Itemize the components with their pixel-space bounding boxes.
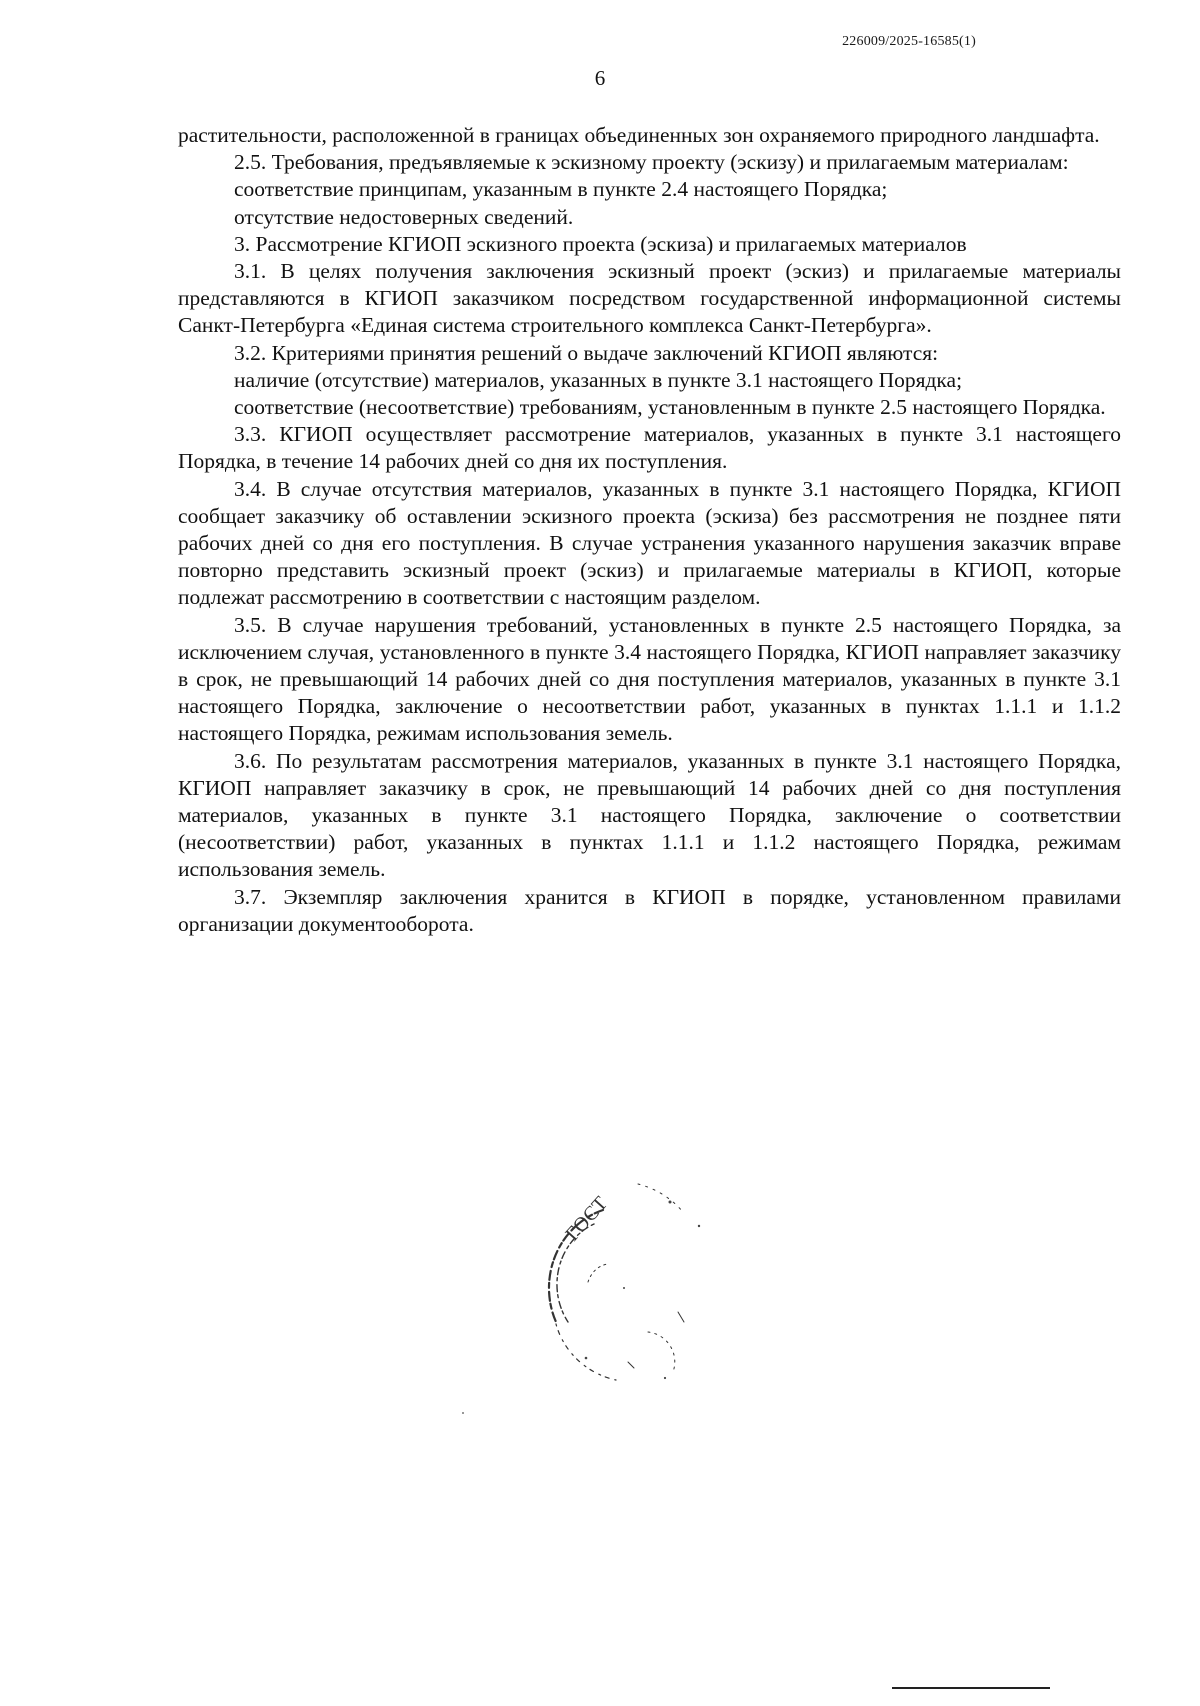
paragraph-3-6: 3.6. По результатам рассмотрения материалов, указанных в пункте 3.1 настоящего Порядка, КГИОП направляет заказчику в срок, не превышающий 14 рабочих дней со дня поступления материалов, указанных в пункте 3.1 настоящего Порядка, заключение о соответствии (несоответствии) работ, указанных в пунктах 1.1.1 и 1.1.2 настоящего Порядка, режимам использования земель.	[178, 748, 1121, 882]
scan-speck	[462, 1412, 464, 1414]
paragraph-3-2-item-2: соответствие (несоответствие) требованиям, установленным в пункте 2.5 настоящего Порядка.	[234, 395, 1106, 420]
paragraph-3-3: 3.3. КГИОП осуществляет рассмотрение материалов, указанных в пункте 3.1 настоящего Порядка, в течение 14 рабочих дней со дня их поступления.	[178, 422, 1121, 474]
paragraph-2-5-item-2: отсутствие недостоверных сведений.	[234, 204, 574, 229]
paragraph-3-1: 3.1. В целях получения заключения эскизный проект (эскиз) и прилагаемые материалы представляются в КГИОП заказчиком посредством государственной информационной системы Санкт-Петербурга «Единая система строительного комплекса Санкт-Петербурга».	[178, 259, 1121, 338]
paragraph-3-2-item-1: наличие (отсутствие) материалов, указанных в пункте 3.1 настоящего Порядка;	[234, 367, 963, 392]
faded-seal-stamp	[528, 1172, 723, 1387]
paragraph-2-5: 2.5. Требования, предъявляемые к эскизному проекту (эскизу) и прилагаемым материалам:	[234, 150, 1069, 175]
document-registration-number: 226009/2025-16585(1)	[842, 34, 976, 49]
paragraph-2-5-item-1: соответствие принципам, указанным в пункте 2.4 настоящего Порядка;	[234, 177, 888, 202]
paragraph-3-7: 3.7. Экземпляр заключения хранится в КГИОП в порядке, установленном правилами организации документооборота.	[178, 884, 1121, 936]
paragraph-3-4: 3.4. В случае отсутствия материалов, указанных в пункте 3.1 настоящего Порядка, КГИОП сообщает заказчику об оставлении эскизного проекта (эскиза) без рассмотрения не позднее пяти рабочих дней со дня его поступления. В случае устранения указанного нарушения заказчик вправе повторно представить эскизный проект (эскиз) и прилагаемые материалы в КГИОП, которые подлежат рассмотрению в соответствии с настоящим разделом.	[178, 476, 1121, 610]
page-number: 6	[594, 66, 606, 90]
section-3-heading: 3. Рассмотрение КГИОП эскизного проекта (эскиза) и прилагаемых материалов	[234, 231, 967, 256]
bottom-rule	[892, 1687, 1050, 1689]
document-body	[178, 122, 1121, 938]
stamp-lettering: ГОСТ	[561, 1192, 613, 1246]
paragraph-3-5: 3.5. В случае нарушения требований, установленных в пункте 2.5 настоящего Порядка, за исключением случая, установленного в пункте 3.4 настоящего Порядка, КГИОП направляет заказчику в срок, не превышающий 14 рабочих дней со дня поступления материалов, указанных в пункте 3.1 настоящего Порядка, заключение о несоответствии работ, указанных в пунктах 1.1.1 и 1.1.2 настоящего Порядка, режимам использования земель.	[178, 612, 1121, 746]
paragraph-continuation: растительности, расположенной в границах объединенных зон охраняемого природного ландшафта.	[178, 123, 1100, 147]
paragraph-3-2: 3.2. Критериями принятия решений о выдаче заключений КГИОП являются:	[234, 340, 939, 365]
